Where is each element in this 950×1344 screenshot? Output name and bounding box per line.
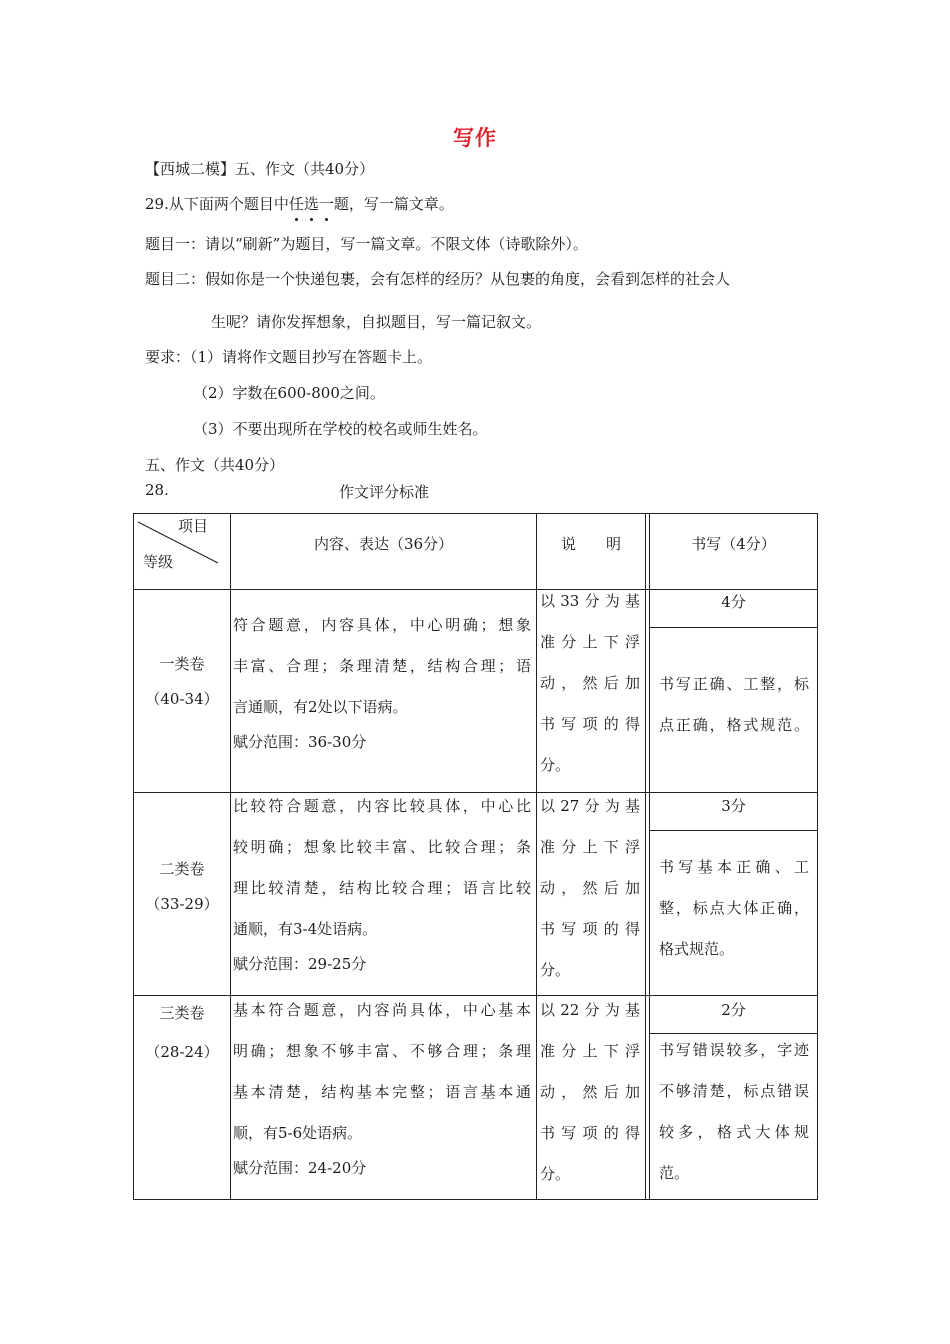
section-line: 五、作文（共40分） [145,456,285,474]
note-cell: 以33分为基 准分上下浮 动，然后加 书写项的得 分。 [540,592,640,774]
table-divider [645,514,646,1199]
header-line: 【西城二模】五、作文（共40分） [145,160,375,178]
writing-cell: 书写基本正确、工 整，标点大体正确， 格式规范。 [659,858,809,958]
topic-one: 题目一：请以“刷新”为题目，写一篇文章。不限文体（诗歌除外）。 [145,235,588,253]
requirement-1: 要求：（1）请将作文题目抄写在答题卡上。 [145,348,433,366]
emphasis-char: 一 [318,195,334,213]
page-title: 写作 [453,126,497,150]
writing-score: 4分 [721,593,746,611]
table-number: 28. [145,481,169,499]
level-label: 一类卷 （40-34） [145,655,219,708]
level-label: 三类卷 （28-24） [145,1004,219,1061]
emphasis-char: 选 [303,195,319,213]
question-suffix: 题，写一篇文章。 [333,195,454,213]
table-divider [230,514,231,1199]
writing-cell: 书写正确、工整，标 点正确，格式规范。 [659,675,809,734]
content-cell: 符合题意，内容具体，中心明确；想象 丰富、合理；条理清楚，结构合理；语 言通顺，有2处以下语病。 赋分范围：36-30分 [233,616,531,751]
table-divider [649,627,817,628]
header-writing: 书写（4分） [691,535,776,553]
topic-two-line-2: 生呢？请你发挥想象，自拟题目，写一篇记叙文。 [211,313,542,331]
corner-top-label: 项目 [178,517,209,535]
writing-score: 3分 [721,797,746,815]
topic-two-line-1: 题目二：假如你是一个快递包裹，会有怎样的经历？从包裹的角度，会看到怎样的社会人 [145,270,731,288]
writing-cell: 书写错误较多，字迹 不够清楚，标点错误 较多，格式大体规 范。 [659,1041,809,1182]
scoring-table [133,513,818,1200]
requirement-3: （3）不要出现所在学校的校名或师生姓名。 [193,420,488,438]
table-divider [536,514,537,1199]
header-content: 内容、表达（36分） [313,535,454,553]
content-cell: 基本符合题意，内容尚具体，中心基本 明确；想象不够丰富、不够合理；条理 基本清楚，结构基本完整；语言基本通 顺，有5-6处语病。 赋分范围：24-20分 [233,1001,531,1177]
table-title: 作文评分标准 [339,483,430,501]
question-29 [145,193,454,214]
requirement-2: （2）字数在600-800之间。 [193,384,385,402]
note-cell: 以27分为基 准分上下浮 动，然后加 书写项的得 分。 [540,797,640,979]
question-prefix: 29.从下面两个题目中 [145,195,289,213]
writing-score: 2分 [721,1001,746,1019]
note-cell: 以22分为基 准分上下浮 动，然后加 书写项的得 分。 [540,1001,640,1183]
corner-bottom-label: 等级 [143,553,174,571]
header-note: 说 明 [560,535,621,553]
level-label: 二类卷 （33-29） [145,860,219,913]
content-cell: 比较符合题意，内容比较具体，中心比 较明确；想象比较丰富、比较合理；条 理比较清楚，结构比较合理；语言比较 通顺，有3-4处语病。 赋分范围：29-25分 [233,797,531,973]
table-divider [649,830,817,831]
emphasis-char: 任 [288,195,304,213]
